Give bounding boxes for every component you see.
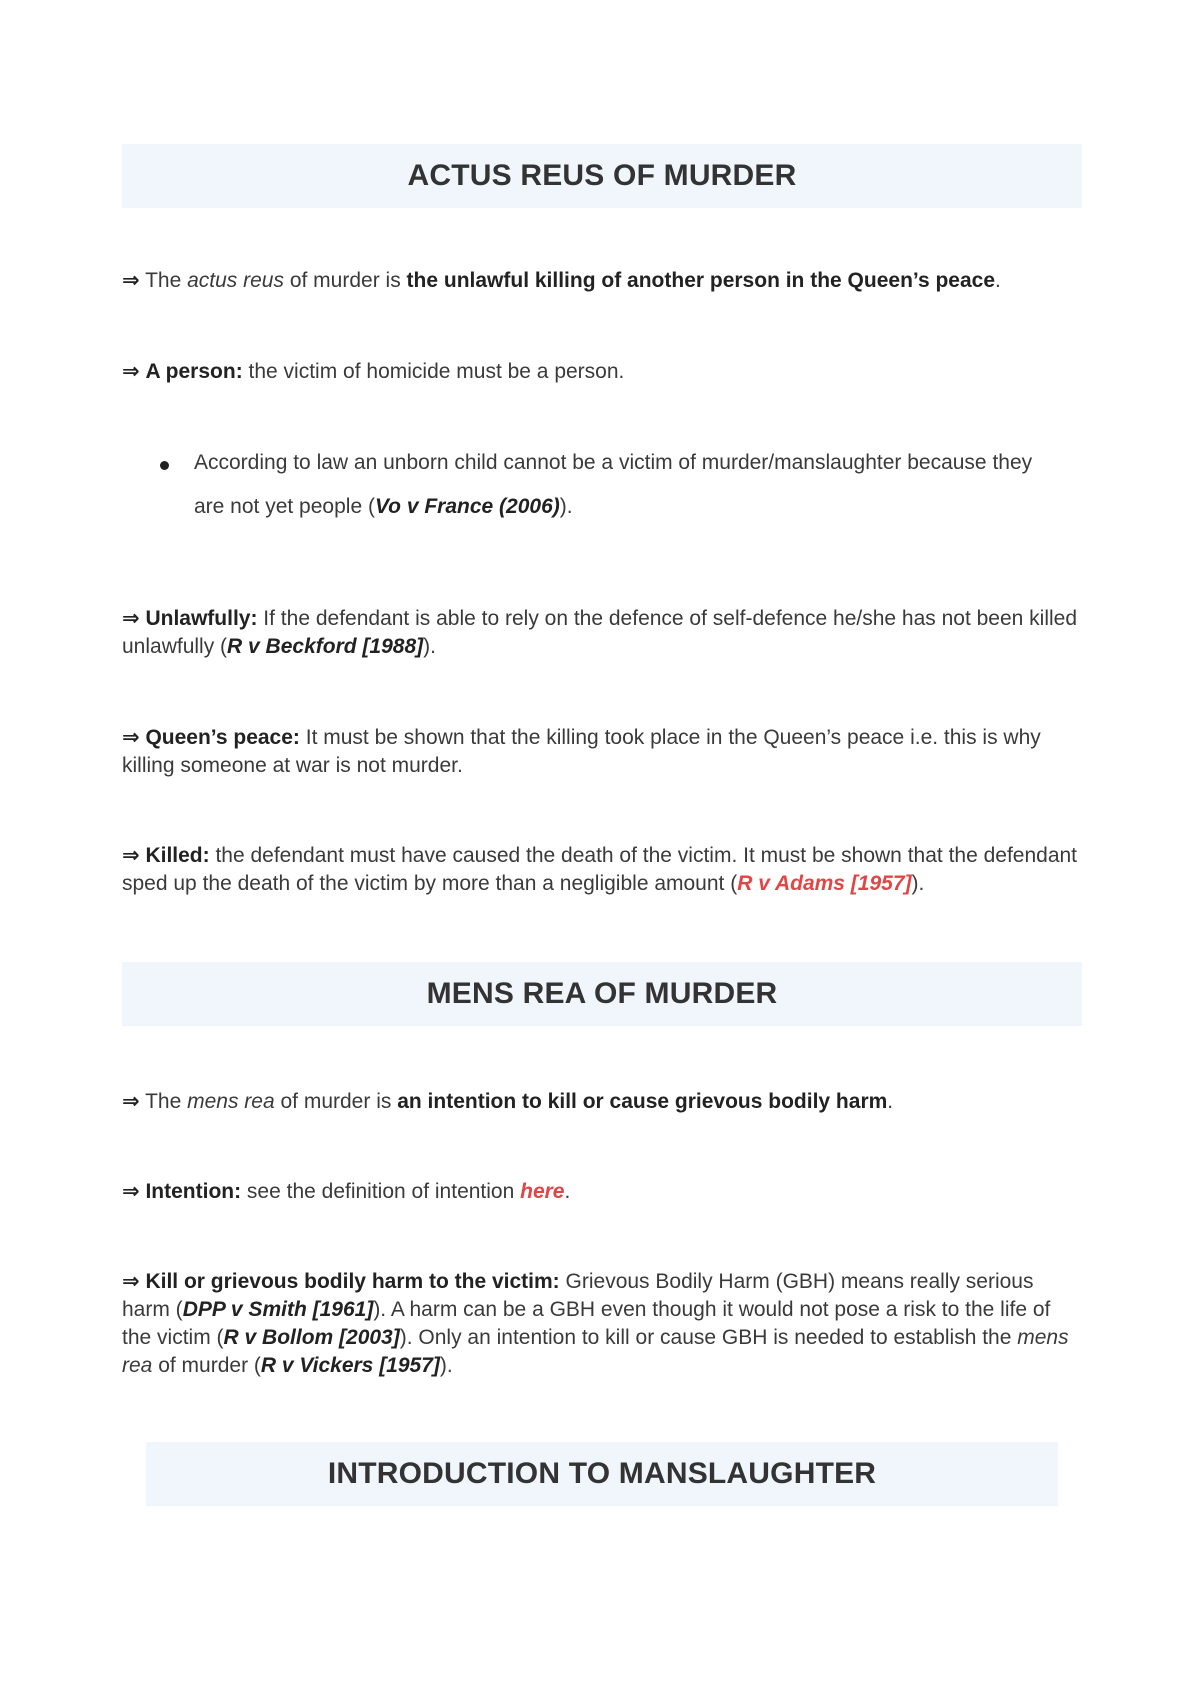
case-link-r-v-adams[interactable]: R v Adams [1957] [737, 872, 912, 895]
paragraph-queens-peace: ⇒ Queen’s peace: It must be shown that the killing took place in the Queen’s peace i.e. this is why killing someone at war is not murder. [122, 726, 1041, 777]
heading-actus-reus: ACTUS REUS OF MURDER [122, 144, 1082, 208]
arrow-icon: ⇒ [122, 726, 140, 749]
heading-manslaughter: INTRODUCTION TO MANSLAUGHTER [146, 1442, 1058, 1506]
arrow-icon: ⇒ [122, 844, 140, 867]
paragraph-mens-rea-definition: ⇒ The mens rea of murder is an intention to kill or cause grievous bodily harm. [122, 1090, 894, 1113]
paragraph-intention: ⇒ Intention: see the definition of intention here. [122, 1180, 571, 1203]
arrow-icon: ⇒ [122, 1090, 140, 1113]
paragraph-killed: ⇒ Killed: the defendant must have caused the death of the victim. It must be shown that the defendant sped up the death of the victim by more than a negligible amount (R v Adams [1957]). [122, 844, 1078, 895]
arrow-icon: ⇒ [122, 1180, 140, 1203]
paragraph-kill-or-gbh: ⇒ Kill or grievous bodily harm to the victim: Grievous Bodily Harm (GBH) means really serious harm (DPP v Smith [1961]). A harm can be a GBH even though it would not pose a risk to the life of the victim (R v Bollom [2003]). Only an intention to kill or cause GBH is needed to establish the mens rea of murder (R v Vickers [1957]). [122, 1270, 1069, 1377]
arrow-icon: ⇒ [122, 607, 140, 630]
arrow-icon: ⇒ [122, 1270, 140, 1293]
bullet-unborn-child: According to law an unborn child cannot be a victim of murder/manslaughter because they are not yet people (Vo v France (2006)). [194, 451, 1033, 518]
paragraph-unlawfully: ⇒ Unlawfully: If the defendant is able to rely on the defence of self-defence he/she has not been killed unlawfully (R v Beckford [1988]). [122, 607, 1078, 658]
paragraph-a-person: ⇒ A person: the victim of homicide must be a person. [122, 360, 625, 383]
bullet-icon [160, 461, 169, 470]
intention-here-link[interactable]: here [520, 1180, 565, 1203]
arrow-icon: ⇒ [122, 269, 140, 292]
arrow-icon: ⇒ [122, 360, 140, 383]
paragraph-actus-reus-definition: ⇒ The actus reus of murder is the unlawful killing of another person in the Queen’s peace. [122, 269, 1001, 292]
heading-mens-rea: MENS REA OF MURDER [122, 962, 1082, 1026]
